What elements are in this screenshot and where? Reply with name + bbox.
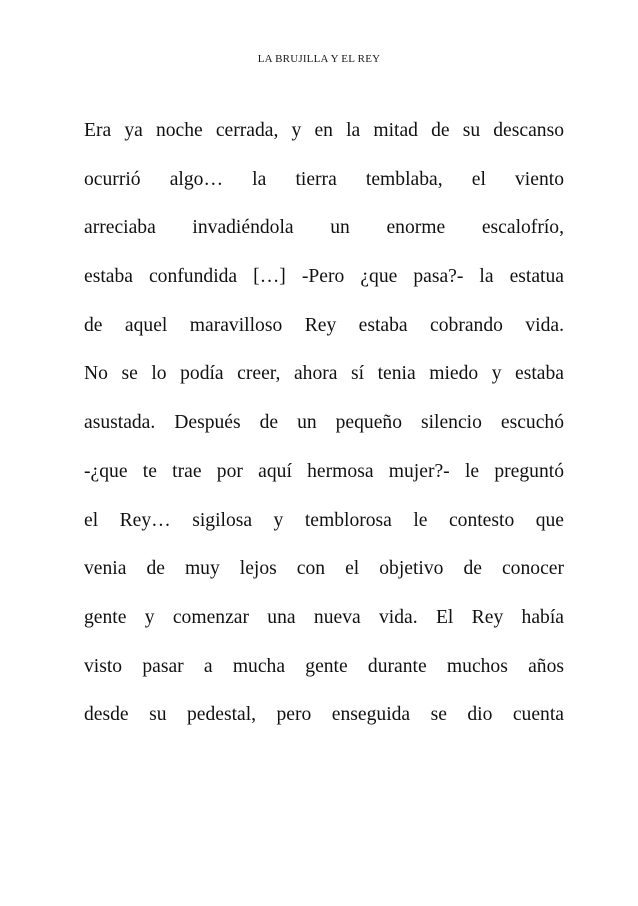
text-line: -¿que te trae por aquí hermosa mujer?- le preguntó	[84, 460, 564, 482]
text-line: gente y comenzar una nueva vida. El Rey había	[84, 606, 564, 628]
text-line: visto pasar a mucha gente durante muchos años	[84, 655, 564, 677]
text-line: Era ya noche cerrada, y en la mitad de su descanso	[84, 120, 564, 141]
text-line: el Rey… sigilosa y temblorosa le contesto que	[84, 509, 564, 531]
running-header: LA BRUJILLA Y EL REY	[257, 53, 381, 65]
text-line: estaba confundida […] -Pero ¿que pasa?- la estatua	[84, 266, 564, 288]
text-line: arreciaba invadiéndola un enorme escalofrío,	[84, 217, 564, 239]
text-line: asustada. Después de un pequeño silencio escuchó	[84, 412, 564, 434]
body-paragraph	[84, 112, 564, 745]
text-line: desde su pedestal, pero enseguida se dio cuenta	[84, 704, 564, 726]
text-line: venia de muy lejos con el objetivo de conocer	[84, 558, 564, 580]
text-line: No se lo podía creer, ahora sí tenia miedo y estaba	[84, 363, 564, 385]
text-line: ocurrió algo… la tierra temblaba, el viento	[84, 168, 564, 190]
text-line: de aquel maravilloso Rey estaba cobrando vida.	[84, 314, 564, 336]
